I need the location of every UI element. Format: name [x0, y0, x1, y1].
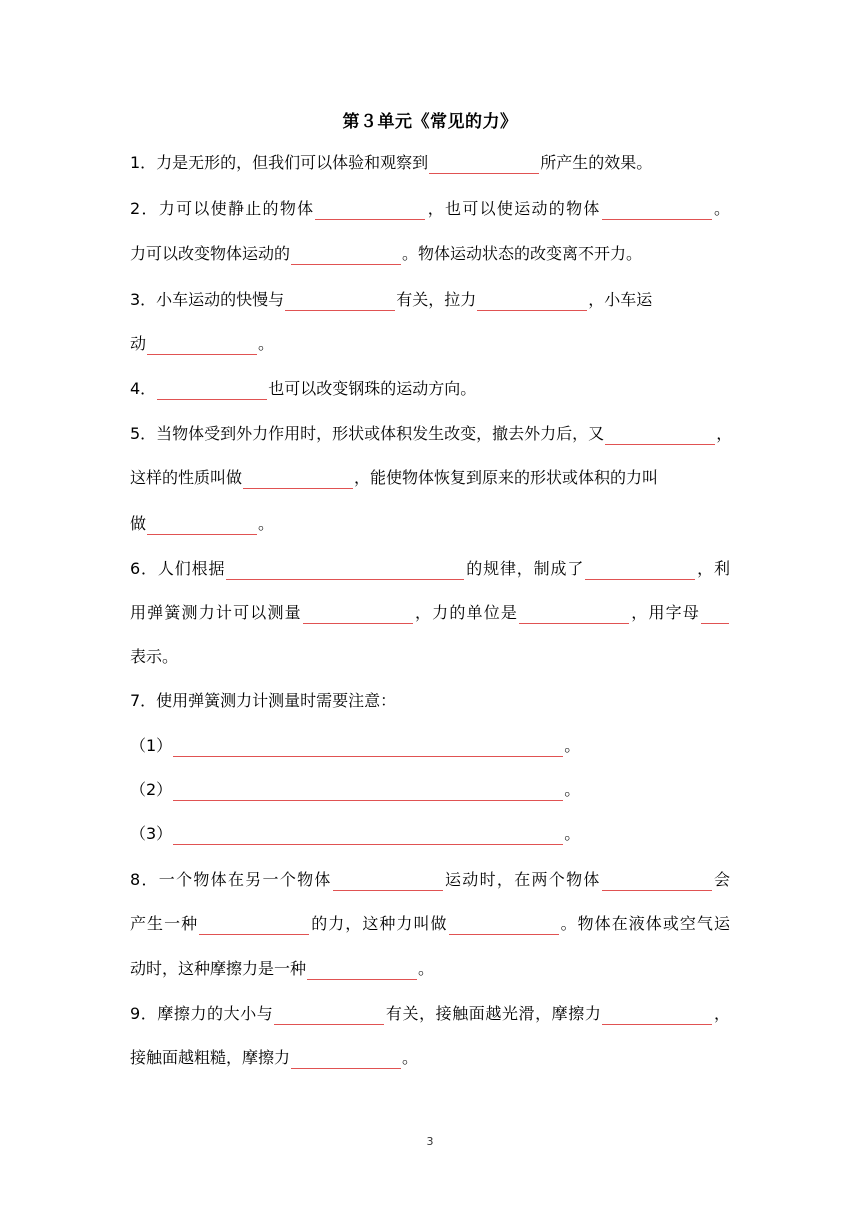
q6-blank-2[interactable]	[585, 562, 695, 580]
q9-text-a: 9．摩擦力的大小与	[130, 1004, 274, 1023]
q8-blank-2[interactable]	[602, 873, 712, 891]
q6-text-c: ，利	[696, 559, 730, 578]
q2-blank-2[interactable]	[602, 202, 712, 220]
q9b-text-a: 接触面越粗糙，摩擦力	[130, 1048, 291, 1067]
question-7-item-1	[130, 735, 580, 757]
question-4	[130, 378, 476, 400]
question-5-line-2	[130, 467, 658, 489]
q7-item-end: 。	[564, 824, 581, 843]
question-2-line-2	[130, 243, 642, 265]
q4-blank-1[interactable]	[157, 382, 267, 400]
question-8-line-2	[130, 913, 730, 935]
q9-blank-1[interactable]	[274, 1007, 384, 1025]
q4-text-a: 4．	[130, 379, 157, 398]
q5b-text-b: ，能使物体恢复到原来的形状或体积的力叫	[354, 468, 659, 487]
q8-text-b: 运动时，在两个物体	[443, 870, 601, 889]
q7-item-label: （2）	[130, 780, 173, 799]
q8b-text-b: 的力，这种力叫做	[310, 914, 448, 933]
q9-blank-3[interactable]	[291, 1051, 401, 1069]
q3-text-a: 3．小车运动的快慢与	[130, 290, 285, 309]
q6-text-a: 6．人们根据	[130, 559, 226, 578]
q3b-text-a: 动	[130, 334, 147, 353]
q8-blank-5[interactable]	[307, 962, 417, 980]
question-6-line-2	[130, 602, 730, 624]
q9-text-c: ，	[713, 1004, 730, 1023]
question-8-line-3	[130, 958, 434, 980]
q5-text-a: 5．当物体受到外力作用时，形状或体积发生改变，撤去外力后，又	[130, 424, 605, 443]
q1-blank-1[interactable]	[429, 156, 539, 174]
q8-blank-3[interactable]	[199, 917, 309, 935]
q5-text-b: ，	[716, 424, 733, 443]
question-7-item-3	[130, 823, 580, 845]
q7-item-end: 。	[564, 736, 581, 755]
question-7	[130, 690, 396, 712]
question-9-line-2	[130, 1047, 418, 1069]
q2-text-c: 。	[712, 199, 730, 218]
q6-blank-5[interactable]	[701, 606, 729, 624]
page-title: 第３单元《常见的力》	[342, 112, 518, 132]
q8c-text-a: 动时，这种摩擦力是一种	[130, 959, 307, 978]
q3-blank-1[interactable]	[285, 293, 395, 311]
q7-blank-2[interactable]	[173, 783, 563, 801]
question-9	[130, 1003, 730, 1025]
q6-blank-4[interactable]	[519, 606, 629, 624]
q8-blank-1[interactable]	[333, 873, 443, 891]
q2-blank-3[interactable]	[291, 247, 401, 265]
q8b-text-a: 产生一种	[130, 914, 199, 933]
q7-blank-3[interactable]	[173, 827, 563, 845]
q6-text-b: 的规律，制成了	[465, 559, 585, 578]
q6-blank-3[interactable]	[303, 606, 413, 624]
q9-text-b: 有关，接触面越光滑，摩擦力	[385, 1004, 602, 1023]
q5c-text-a: 做	[130, 514, 147, 533]
q1-text-b: 所产生的效果。	[540, 153, 653, 172]
q6b-text-a: 用弹簧测力计可以测量	[130, 603, 302, 622]
question-5-line-3	[130, 513, 274, 535]
q3-blank-3[interactable]	[147, 337, 257, 355]
q7-blank-1[interactable]	[173, 739, 563, 757]
question-7-item-2	[130, 779, 580, 801]
q7-item-label: （3）	[130, 824, 173, 843]
q6c-text-a: 表示。	[130, 647, 179, 666]
q8-text-c: 会	[712, 870, 730, 889]
question-8	[130, 869, 730, 891]
q3-text-c: ，小车运	[588, 290, 653, 309]
q7-item-end: 。	[564, 780, 581, 799]
question-3	[130, 289, 652, 311]
q9-blank-2[interactable]	[602, 1007, 712, 1025]
q5-blank-2[interactable]	[243, 471, 353, 489]
q2b-text-b: 。物体运动状态的改变离不开力。	[402, 244, 643, 263]
q8-text-a: 8．一个物体在另一个物体	[130, 870, 332, 889]
q5-blank-3[interactable]	[147, 517, 257, 535]
q2b-text-a: 力可以改变物体运动的	[130, 244, 291, 263]
q5b-text-a: 这样的性质叫做	[130, 468, 243, 487]
question-3-line-2	[130, 333, 274, 355]
q8b-text-c: 。物体在液体或空气运	[559, 914, 730, 933]
q6-blank-1[interactable]	[226, 562, 464, 580]
q3-blank-2[interactable]	[477, 293, 587, 311]
q2-text-b: ，也可以使运动的物体	[426, 199, 601, 218]
q5-blank-1[interactable]	[605, 427, 715, 445]
q2-text-a: 2．力可以使静止的物体	[130, 199, 315, 218]
question-5	[130, 423, 733, 445]
q7-item-label: （1）	[130, 736, 173, 755]
question-6	[130, 558, 730, 580]
q1-text-a: 1．力是无形的，但我们可以体验和观察到	[130, 153, 429, 172]
question-1	[130, 152, 652, 174]
q6b-text-c: ，用字母	[630, 603, 700, 622]
q4-text-b: 也可以改变钢珠的运动方向。	[268, 379, 477, 398]
page-number: 3	[426, 1135, 434, 1148]
q6b-text-b: ，力的单位是	[413, 603, 519, 622]
q8-blank-4[interactable]	[449, 917, 559, 935]
question-6-line-3	[130, 646, 178, 668]
q2-blank-1[interactable]	[315, 202, 425, 220]
q3b-text-b: 。	[258, 334, 275, 353]
question-2	[130, 198, 730, 220]
q7-text-a: 7．使用弹簧测力计测量时需要注意：	[130, 691, 397, 710]
q5c-text-b: 。	[258, 514, 275, 533]
q3-text-b: 有关，拉力	[396, 290, 477, 309]
q8c-text-b: 。	[418, 959, 435, 978]
q9b-text-b: 。	[402, 1048, 419, 1067]
